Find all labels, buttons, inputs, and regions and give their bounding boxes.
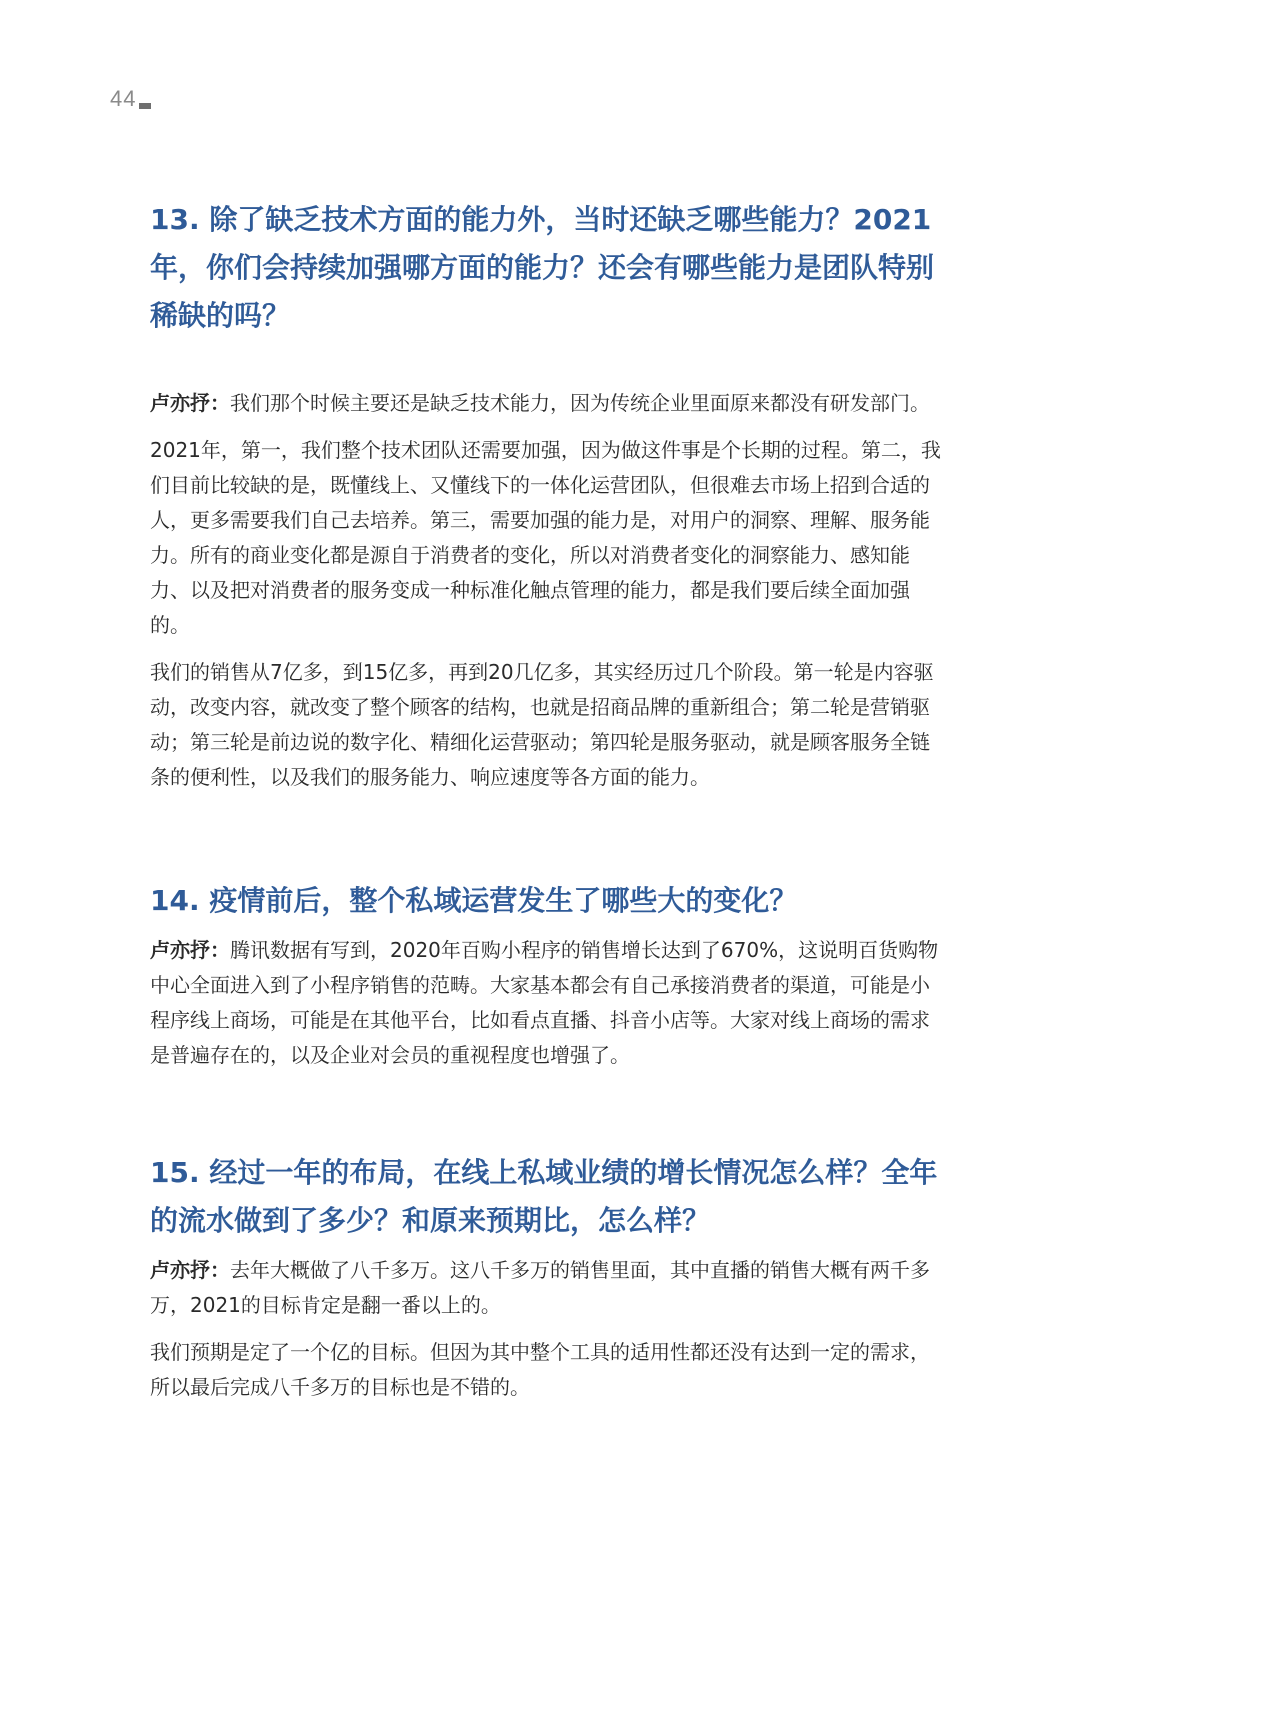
speaker-label: 卢亦抒： — [150, 938, 230, 962]
question-13-answer-2 — [150, 433, 945, 643]
question-15-title: 15. 经过一年的布局，在线上私域业绩的增长情况怎么样？全年的流水做到了多少？和原来预期比，怎么样？ — [150, 1156, 938, 1237]
paragraph-text: 2021年，第一，我们整个技术团队还需要加强，因为做这件事是个长期的过程。第二，我们目前比较缺的是，既懂线上、又懂线下的一体化运营团队，但很难去市场上招到合适的人，更多需要我们自己去培养。第三，需要加强的能力是，对用户的洞察、理解、服务能力。所有的商业变化都是源自于消费者的变化，所以对消费者变化的洞察能力、感知能力、以及把对消费者的服务变成一种标准化触点管理的能力，都是我们要后续全面加强的。 — [150, 438, 941, 637]
paragraph-text: 我们那个时候主要还是缺乏技术能力，因为传统企业里面原来都没有研发部门。 — [230, 391, 930, 415]
question-13-answer-3 — [150, 655, 945, 795]
paragraph-text: 我们的销售从7亿多，到15亿多，再到20几亿多，其实经历过几个阶段。第一轮是内容驱动，改变内容，就改变了整个顾客的结构，也就是招商品牌的重新组合；第二轮是营销驱动；第三轮是前边说的数字化、精细化运营驱动；第四轮是服务驱动，就是顾客服务全链条的便利性，以及我们的服务能力、响应速度等各方面的能力。 — [150, 660, 934, 789]
question-14-title: 14. 疫情前后，整个私域运营发生了哪些大的变化？ — [150, 884, 798, 917]
article-body — [150, 196, 945, 1405]
paragraph-text: 我们预期是定了一个亿的目标。但因为其中整个工具的适用性都还没有达到一定的需求，所以最后完成八千多万的目标也是不错的。 — [150, 1340, 930, 1399]
question-13-title: 13. 除了缺乏技术方面的能力外，当时还缺乏哪些能力？2021年，你们会持续加强哪方面的能力？还会有哪些能力是团队特别稀缺的吗？ — [150, 203, 935, 332]
speaker-label: 卢亦抒： — [150, 391, 230, 415]
page-number: 44 — [110, 86, 137, 111]
question-15-answer-1 — [150, 1253, 945, 1323]
question-13-answer-1 — [150, 386, 945, 421]
question-14-answer-1 — [150, 933, 945, 1073]
paragraph-text: 去年大概做了八千多万。这八千多万的销售里面，其中直播的销售大概有两千多万，2021的目标肯定是翻一番以上的。 — [150, 1258, 930, 1317]
speaker-label: 卢亦抒： — [150, 1258, 230, 1282]
page-number-marker — [139, 103, 151, 109]
paragraph-text: 腾讯数据有写到，2020年百购小程序的销售增长达到了670%，这说明百货购物中心全面进入到了小程序销售的范畴。大家基本都会有自己承接消费者的渠道，可能是小程序线上商场，可能是在其他平台，比如看点直播、抖音小店等。大家对线上商场的需求是普遍存在的，以及企业对会员的重视程度也增强了。 — [150, 938, 939, 1067]
question-15-answer-2 — [150, 1335, 945, 1405]
